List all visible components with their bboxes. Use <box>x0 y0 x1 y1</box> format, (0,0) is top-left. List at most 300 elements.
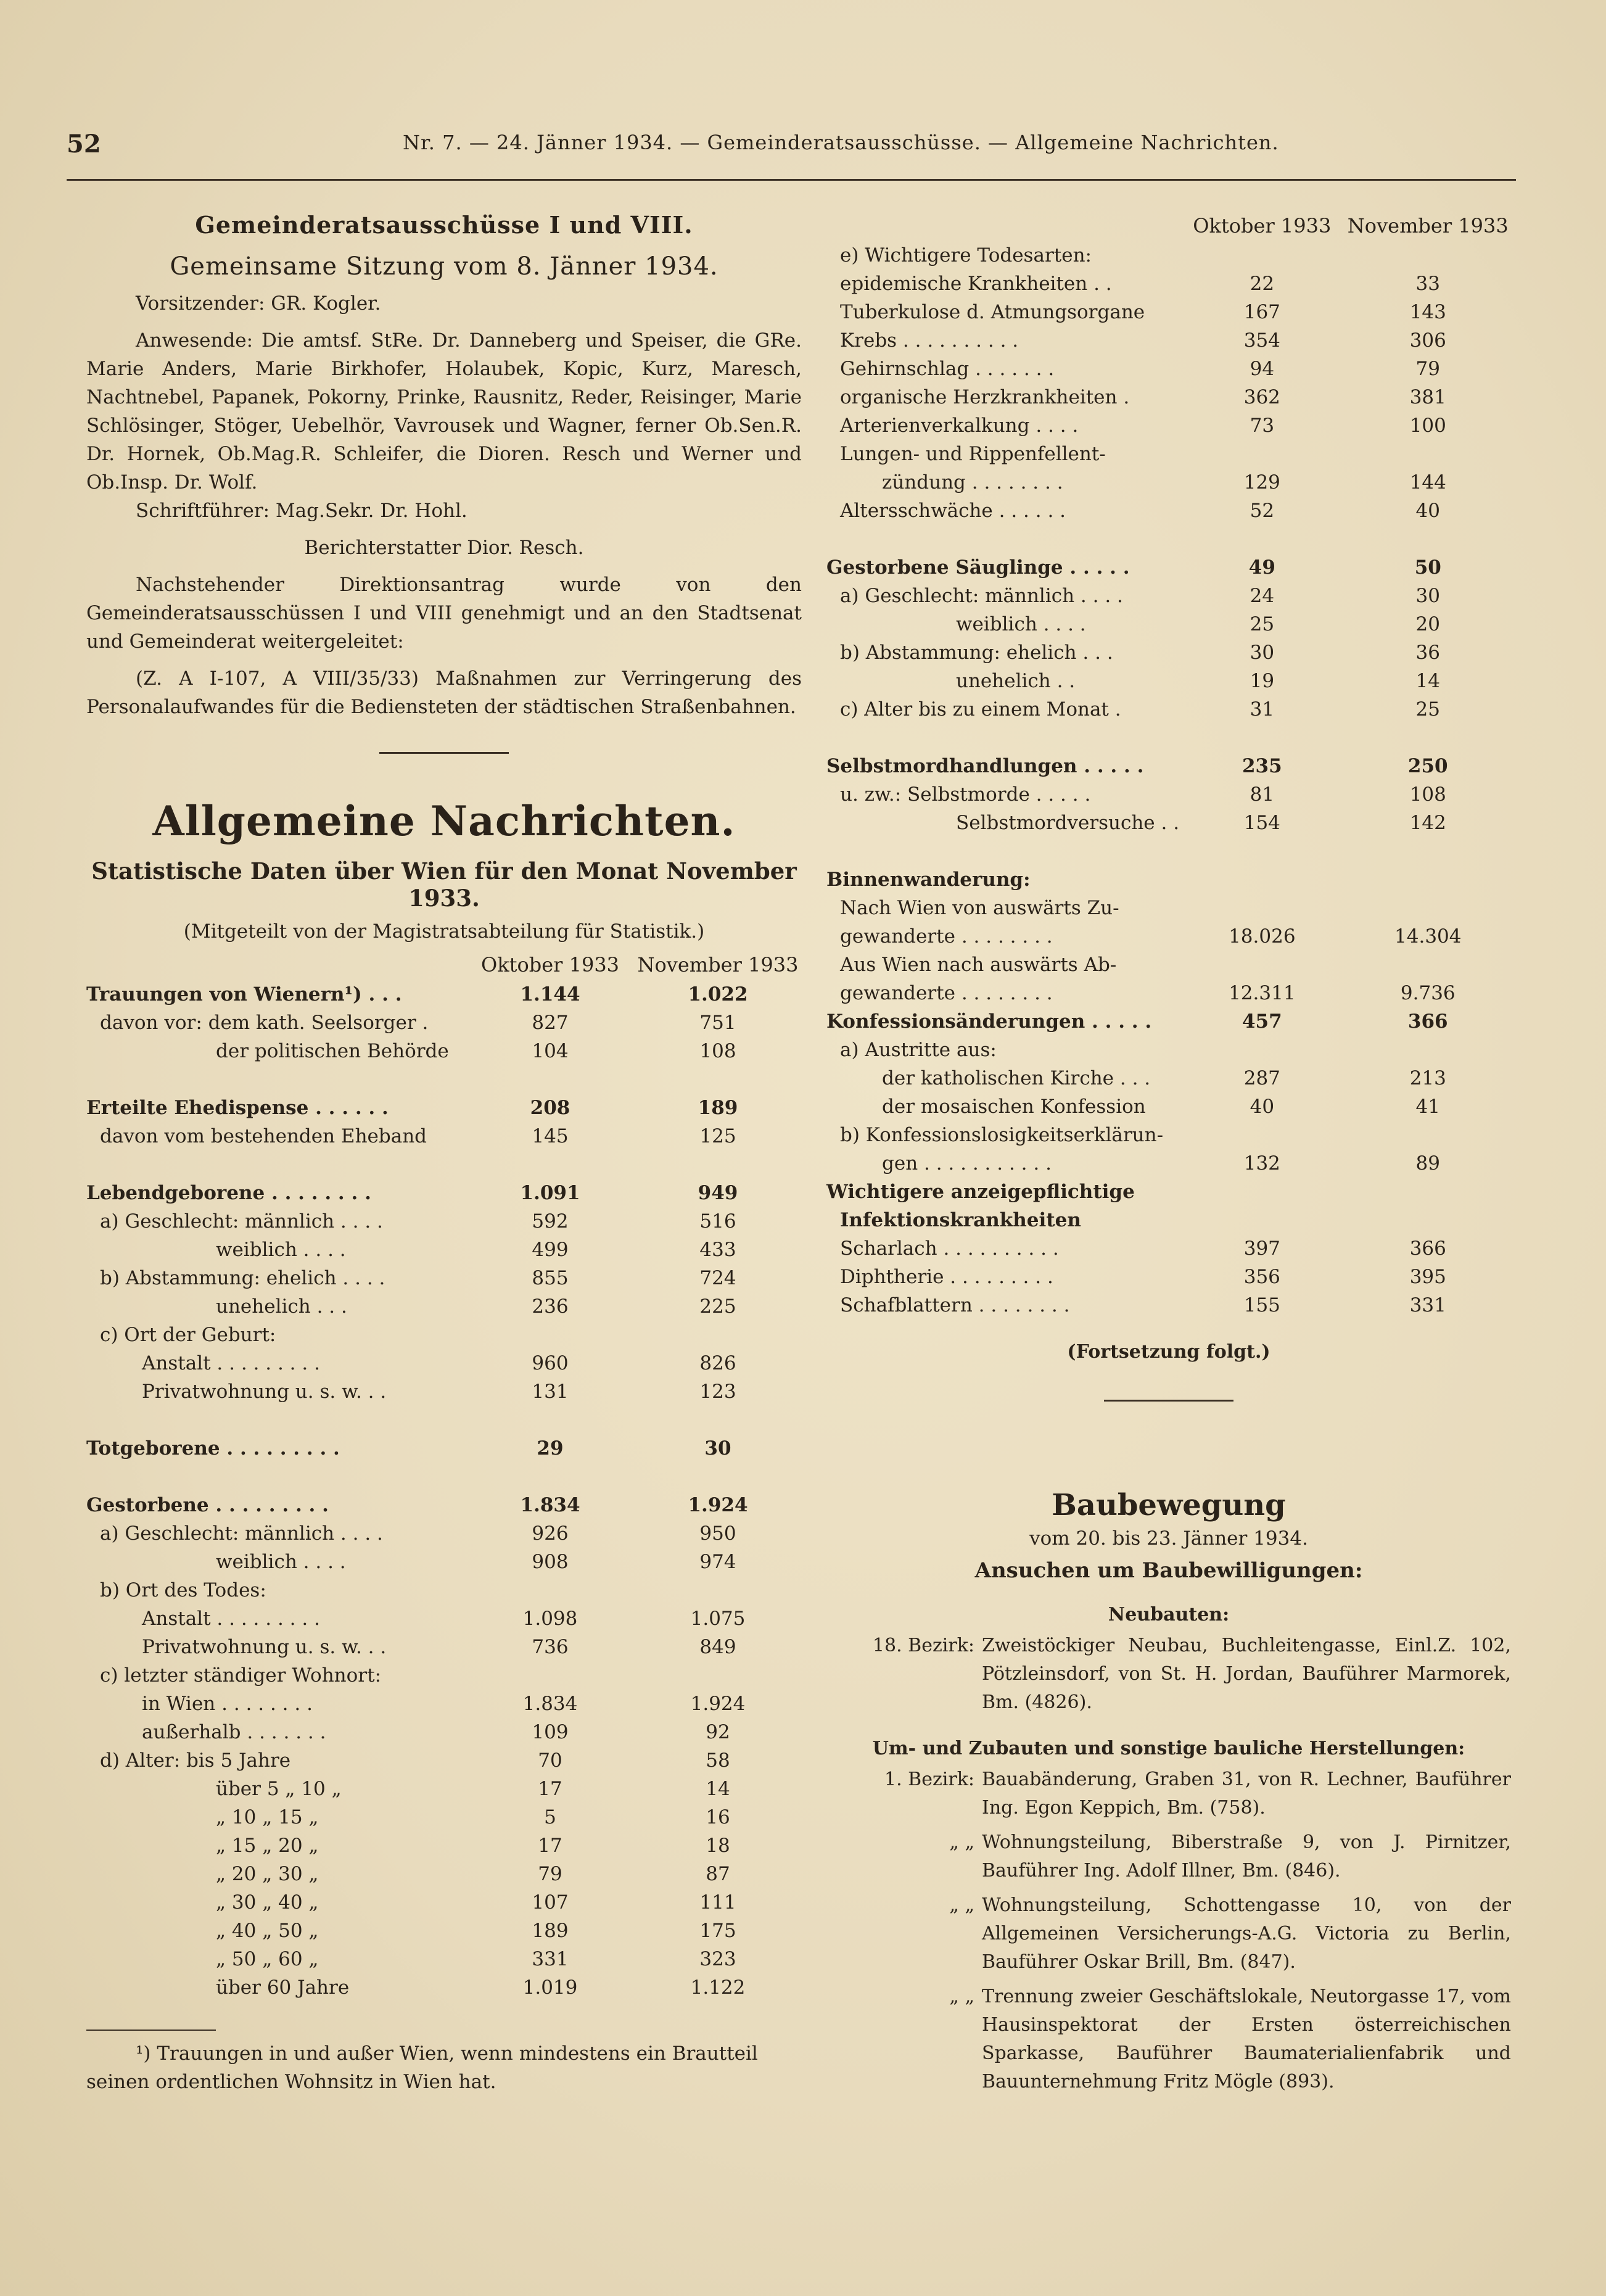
value-november: 751 <box>699 1012 736 1034</box>
row-label: a) Geschlecht: männlich . . . . <box>100 1210 383 1233</box>
value-october: 1.091 <box>520 1182 580 1204</box>
row-label: c) letzter ständiger Wohnort: <box>100 1664 382 1687</box>
bau-district: „ „ <box>949 1986 974 2007</box>
bau-entry <box>826 1765 1511 1822</box>
value-october: 1.019 <box>522 1976 578 1999</box>
value-november: 36 <box>1415 642 1440 664</box>
table-row <box>826 465 1511 493</box>
row-label: Arterienverkalkung . . . . <box>840 415 1079 437</box>
value-october: 17 <box>538 1835 562 1857</box>
table-row <box>826 919 1511 948</box>
left-column <box>86 204 802 2096</box>
value-october: 81 <box>1250 783 1275 806</box>
row-label: gewanderte . . . . . . . . <box>840 925 1053 948</box>
section-divider <box>379 752 509 754</box>
value-november: 25 <box>1415 698 1440 721</box>
value-november: 849 <box>699 1636 736 1658</box>
value-november: 125 <box>699 1125 736 1147</box>
row-label: c) Alter bis zu einem Monat . <box>840 698 1121 721</box>
value-november: 974 <box>699 1551 736 1573</box>
value-november: 366 <box>1409 1237 1446 1260</box>
col-header-october: Oktober 1933 <box>480 953 620 977</box>
table-row <box>826 579 1511 607</box>
value-november: 1.924 <box>690 1693 746 1715</box>
table-row <box>826 1288 1511 1316</box>
row-label: in Wien . . . . . . . . <box>142 1693 313 1715</box>
value-november <box>1345 1203 1511 1231</box>
row-label: der katholischen Kirche . . . <box>882 1067 1151 1089</box>
value-october: 129 <box>1243 471 1280 493</box>
row-label: d) Alter: bis 5 Jahre <box>100 1749 291 1772</box>
row-label: über 5 „ 10 „ <box>216 1778 342 1800</box>
table-row <box>86 1289 802 1318</box>
value-november: 366 <box>1407 1010 1448 1033</box>
bau-district: „ „ <box>949 1831 974 1853</box>
table-row <box>826 1175 1511 1203</box>
value-november: 433 <box>699 1239 736 1261</box>
row-label: unehelich . . . <box>216 1295 347 1318</box>
row-label: Lebendgeborene . . . . . . . . <box>86 1182 371 1204</box>
value-october: 236 <box>532 1295 569 1318</box>
table-row <box>86 1885 802 1914</box>
continued-rule <box>1104 1400 1233 1402</box>
value-october: 107 <box>532 1891 569 1914</box>
row-label: Diphtherie . . . . . . . . . <box>840 1266 1053 1288</box>
value-november: 41 <box>1415 1096 1440 1118</box>
row-label: c) Ort der Geburt: <box>100 1324 276 1346</box>
row-label: Schafblattern . . . . . . . . <box>840 1294 1070 1316</box>
value-november: 14 <box>706 1778 730 1800</box>
col-header-november-right: November 1933 <box>1347 214 1509 237</box>
meeting-para1: Nachstehender Direktionsantrag wurde von den Gemeinderatsausschüssen I und VIII genehmigt und an den Stadtsenat und Gemeinderat weitergeleitet: <box>86 574 802 653</box>
value-october: 25 <box>1250 613 1275 635</box>
value-october: 73 <box>1250 415 1275 437</box>
value-october: 362 <box>1243 386 1280 408</box>
row-label: b) Abstammung: ehelich . . . <box>840 642 1113 664</box>
table-row <box>86 1431 802 1460</box>
value-october: 94 <box>1250 358 1275 380</box>
table-row <box>86 1914 802 1942</box>
table-row <box>826 1061 1511 1089</box>
value-november: 225 <box>699 1295 736 1318</box>
footnote-rule <box>86 2030 216 2031</box>
table-row <box>86 1601 802 1630</box>
meeting-subtitle: Gemeinsame Sitzung vom 8. Jänner 1934. <box>170 252 719 281</box>
row-label: Privatwohnung u. s. w. . . <box>142 1381 387 1403</box>
value-october: 31 <box>1250 698 1275 721</box>
value-november: 40 <box>1415 500 1440 522</box>
value-october <box>1179 238 1345 266</box>
value-october: 19 <box>1250 670 1275 692</box>
table-row <box>86 1800 802 1828</box>
value-november: 516 <box>699 1210 736 1233</box>
row-label: Gehirnschlag . . . . . . . <box>840 358 1055 380</box>
value-october <box>1179 891 1345 919</box>
col-header-november: November 1933 <box>637 953 799 977</box>
row-label: Anstalt . . . . . . . . . <box>142 1608 320 1630</box>
value-november: 189 <box>698 1097 738 1119</box>
value-october: 855 <box>532 1267 569 1289</box>
value-october <box>466 1658 634 1687</box>
row-label: außerhalb . . . . . . . <box>142 1721 326 1743</box>
row-label: Lungen- und Rippenfellent- <box>840 443 1106 465</box>
row-label: Privatwohnung u. s. w. . . <box>142 1636 387 1658</box>
row-label: a) Austritte aus: <box>840 1039 997 1061</box>
table-row <box>86 1573 802 1601</box>
value-october: 29 <box>537 1437 564 1460</box>
bau-title: Baubewegung <box>1052 1488 1286 1522</box>
value-october: 397 <box>1243 1237 1280 1260</box>
value-november: 142 <box>1409 812 1446 834</box>
table-row <box>826 238 1511 266</box>
value-november: 331 <box>1409 1294 1446 1316</box>
continued-note: (Fortsetzung folgt.) <box>1067 1341 1270 1363</box>
table-row <box>86 1687 802 1715</box>
value-november: 1.022 <box>688 983 748 1006</box>
row-label: Selbstmordversuche . . <box>956 812 1180 834</box>
row-label: Totgeborene . . . . . . . . . <box>86 1437 340 1460</box>
value-october: 132 <box>1243 1152 1280 1175</box>
value-october: 926 <box>532 1522 569 1545</box>
bau-entry <box>826 1891 1511 1976</box>
running-title: Nr. 7. — 24. Jänner 1934. — Gemeinderatsausschüsse. — Allgemeine Nachrichten. <box>403 131 1279 154</box>
value-october: 24 <box>1250 585 1275 607</box>
meeting-present: Anwesende: Die amtsf. StRe. Dr. Danneberg und Speiser, die GRe. Marie Anders, Marie Birkhofer, Holaubek, Kopic, Kurz, Maresch, Nachtnebel, Papanek, Pokorny, Prinke, Rausnitz, Reder, Reisinger, Marie Schlösinger, Stöger, Uebelhör, Vavrousek und Wagner, ferner Ob.Sen.R. Dr. Hornek, Ob.Mag.R. Schleifer, die Dioren. Resch und Werner und Ob.Insp. Dr. Wolf. <box>86 329 802 493</box>
value-november: 108 <box>699 1040 736 1062</box>
row-label: „ 30 „ 40 „ <box>216 1891 319 1914</box>
value-november: 89 <box>1415 1152 1440 1175</box>
table-row <box>826 664 1511 692</box>
table-row <box>826 862 1511 891</box>
bau-text: Zweistöckiger Neubau, Buchleitengasse, Einl.Z. 102, Pötzleinsdorf, von St. H. Jordan, Bauführer Marmorek, Bm. (4826). <box>982 1635 1511 1713</box>
table-row <box>86 1630 802 1658</box>
value-november: 50 <box>1414 556 1441 579</box>
value-november: 92 <box>706 1721 730 1743</box>
value-october <box>466 1573 634 1601</box>
row-label: Infektionskrankheiten <box>840 1209 1081 1231</box>
table-row <box>86 1091 802 1119</box>
value-october: 49 <box>1248 556 1275 579</box>
table-row <box>826 749 1511 777</box>
value-october: 5 <box>544 1806 556 1828</box>
table-spacer <box>826 834 1511 862</box>
row-label: b) Abstammung: ehelich . . . . <box>100 1267 385 1289</box>
table-row <box>86 1658 802 1687</box>
row-label: „ 10 „ 15 „ <box>216 1806 319 1828</box>
umbauten-list <box>826 1765 1511 2096</box>
value-november: 123 <box>699 1381 736 1403</box>
table-row <box>86 1176 802 1204</box>
table-row <box>826 777 1511 806</box>
value-october: 104 <box>532 1040 569 1062</box>
value-november: 1.075 <box>690 1608 746 1630</box>
row-label: der politischen Behörde <box>216 1040 449 1062</box>
value-october: 457 <box>1242 1010 1282 1033</box>
value-october: 155 <box>1243 1294 1280 1316</box>
row-label: „ 40 „ 50 „ <box>216 1920 319 1942</box>
value-november <box>1345 1118 1511 1146</box>
value-october: 1.144 <box>520 983 580 1006</box>
value-october <box>1179 948 1345 976</box>
row-label: Wichtigere anzeigepflichtige <box>826 1181 1135 1203</box>
value-november: 79 <box>1415 358 1440 380</box>
value-october: 40 <box>1250 1096 1275 1118</box>
value-october: 499 <box>532 1239 569 1261</box>
bau-text: Wohnungsteilung, Biberstraße 9, von J. Pirnitzer, Bauführer Ing. Adolf Illner, Bm. (846). <box>982 1831 1511 1881</box>
table-row <box>86 1970 802 1999</box>
bau-entry <box>826 1632 1511 1717</box>
value-october: 356 <box>1243 1266 1280 1288</box>
table-row <box>86 1261 802 1289</box>
value-october: 22 <box>1250 273 1275 295</box>
row-label: Gestorbene . . . . . . . . . <box>86 1494 329 1516</box>
value-october: 208 <box>530 1097 570 1119</box>
value-november: 395 <box>1409 1266 1446 1288</box>
table-row <box>826 550 1511 579</box>
value-october: 235 <box>1242 755 1282 777</box>
value-november: 144 <box>1409 471 1446 493</box>
table-row <box>826 1118 1511 1146</box>
value-october: 736 <box>532 1636 569 1658</box>
row-label: unehelich . . <box>956 670 1076 692</box>
bau-text: Wohnungsteilung, Schottengasse 10, von der Allgemeinen Versicherungs-A.G. Victoria zu Berlin, Bauführer Oskar Brill, Bm. (847). <box>982 1894 1511 1973</box>
value-november: 306 <box>1409 329 1446 352</box>
row-label: Krebs . . . . . . . . . . <box>840 329 1019 352</box>
value-november: 950 <box>699 1522 736 1545</box>
table-row <box>826 295 1511 323</box>
value-november <box>1345 437 1511 465</box>
value-october: 827 <box>532 1012 569 1034</box>
bau-district: 1. Bezirk: <box>884 1769 974 1790</box>
row-label: davon vom bestehenden Eheband <box>100 1125 427 1147</box>
row-label: b) Konfessionslosigkeitserklärun- <box>840 1124 1164 1146</box>
row-label: „ 50 „ 60 „ <box>216 1948 319 1970</box>
value-october: 1.834 <box>520 1494 580 1516</box>
value-november: 108 <box>1409 783 1446 806</box>
table-row <box>826 948 1511 976</box>
table-row <box>826 352 1511 380</box>
value-november: 1.924 <box>688 1494 748 1516</box>
meeting-chair: Vorsitzender: GR. Kogler. <box>136 292 381 315</box>
row-label: organische Herzkrankheiten . <box>840 386 1130 408</box>
row-label: Gestorbene Säuglinge . . . . . <box>826 556 1130 579</box>
value-october: 131 <box>532 1381 569 1403</box>
row-label: Altersschwäche . . . . . . <box>840 500 1066 522</box>
value-november: 949 <box>698 1182 738 1204</box>
table-spacer <box>826 721 1511 749</box>
bau-entry <box>826 1828 1511 1885</box>
table-row <box>86 1942 802 1970</box>
row-label: weiblich . . . . <box>216 1239 346 1261</box>
bau-date: vom 20. bis 23. Jänner 1934. <box>1029 1527 1308 1550</box>
value-october: 12.311 <box>1229 982 1296 1004</box>
value-october: 70 <box>538 1749 562 1772</box>
value-october: 908 <box>532 1551 569 1573</box>
table-row <box>826 976 1511 1004</box>
baubewegung-section <box>826 1488 1511 2096</box>
value-november: 250 <box>1407 755 1448 777</box>
row-label: gen . . . . . . . . . . . <box>882 1152 1052 1175</box>
table-row <box>86 1034 802 1062</box>
news-title: Allgemeine Nachrichten. <box>152 797 736 845</box>
table-row <box>86 1715 802 1743</box>
table-row <box>86 1318 802 1346</box>
table-row <box>86 1516 802 1545</box>
table-row <box>826 493 1511 522</box>
meeting-para2: (Z. A I-107, A VIII/35/33) Maßnahmen zur Verringerung des Personalaufwandes für die Bediensteten der städtischen Straßenbahnen. <box>86 667 802 718</box>
value-october: 145 <box>532 1125 569 1147</box>
table-spacer <box>86 1062 802 1091</box>
value-october: 1.098 <box>522 1608 578 1630</box>
umbauten-heading: Um- und Zubauten und sonstige bauliche Herstellungen: <box>872 1738 1465 1759</box>
value-october: 167 <box>1243 301 1280 323</box>
page-header <box>67 123 1516 167</box>
table-row <box>826 1146 1511 1175</box>
bau-entry <box>826 1983 1511 2096</box>
table-row <box>86 1233 802 1261</box>
value-november: 30 <box>1415 585 1440 607</box>
bau-text: Trennung zweier Geschäftslokale, Neutorgasse 17, vom Hausinspektorat der Ersten österreichischen Sparkasse, Bauführer Baumaterialienfabrik und Bauunternehmung Fritz Mögle (893). <box>982 1986 1511 2092</box>
row-label: weiblich . . . . <box>956 613 1086 635</box>
meeting-secretary: Schriftführer: Mag.Sekr. Dr. Hohl. <box>136 500 467 522</box>
header-rule <box>67 179 1516 181</box>
value-november <box>1345 891 1511 919</box>
table-row <box>826 1260 1511 1288</box>
table-row <box>826 607 1511 635</box>
value-october: 18.026 <box>1229 925 1296 948</box>
table-row <box>826 323 1511 352</box>
value-november: 724 <box>699 1267 736 1289</box>
meeting-title: Gemeinderatsausschüsse I und VIII. <box>195 211 693 239</box>
neubauten-list <box>826 1632 1511 1717</box>
table-row <box>86 1488 802 1516</box>
value-november <box>1345 862 1511 891</box>
row-label: Konfessionsänderungen . . . . . <box>826 1010 1152 1033</box>
table-row <box>86 1204 802 1233</box>
value-october: 354 <box>1243 329 1280 352</box>
row-label: Selbstmordhandlungen . . . . . <box>826 755 1144 777</box>
stat-table-left <box>86 943 802 1999</box>
table-row <box>826 380 1511 408</box>
value-november: 87 <box>706 1863 730 1885</box>
bau-district: „ „ <box>949 1894 974 1916</box>
value-november <box>1345 1175 1511 1203</box>
table-row <box>826 1231 1511 1260</box>
value-november: 16 <box>706 1806 730 1828</box>
table-row <box>86 1545 802 1573</box>
table-spacer <box>86 1147 802 1176</box>
value-november: 58 <box>706 1749 730 1772</box>
row-label: über 60 Jahre <box>216 1976 350 1999</box>
row-label: Trauungen von Wienern¹) . . . <box>86 983 402 1006</box>
value-november: 1.122 <box>690 1976 746 1999</box>
value-october: 287 <box>1243 1067 1280 1089</box>
value-november <box>634 1318 802 1346</box>
table-spacer <box>86 1403 802 1431</box>
value-october: 189 <box>532 1920 569 1942</box>
value-november: 826 <box>699 1352 736 1374</box>
row-label: Scharlach . . . . . . . . . . <box>840 1237 1059 1260</box>
row-label: e) Wichtigere Todesarten: <box>840 244 1092 266</box>
value-november <box>1345 1033 1511 1061</box>
row-label: „ 15 „ 20 „ <box>216 1835 319 1857</box>
row-label: Binnenwanderung: <box>826 869 1031 891</box>
bau-district: 18. Bezirk: <box>872 1635 974 1656</box>
value-october <box>1179 1175 1345 1203</box>
table-spacer <box>86 1460 802 1488</box>
row-label: Nach Wien von auswärts Zu- <box>840 897 1119 919</box>
table-spacer <box>826 522 1511 550</box>
value-november: 9.736 <box>1400 982 1456 1004</box>
value-october: 154 <box>1243 812 1280 834</box>
row-label: b) Ort des Todes: <box>100 1579 266 1601</box>
table-row <box>826 1203 1511 1231</box>
table-row <box>86 1743 802 1772</box>
value-november: 30 <box>704 1437 731 1460</box>
table-row <box>86 1006 802 1034</box>
bau-subtitle: Ansuchen um Baubewilligungen: <box>974 1558 1363 1583</box>
value-october: 1.834 <box>522 1693 578 1715</box>
table-row <box>826 408 1511 437</box>
table-row <box>826 266 1511 295</box>
row-label: der mosaischen Konfession <box>882 1096 1146 1118</box>
table-row <box>86 1346 802 1374</box>
neubauten-heading: Neubauten: <box>1108 1604 1230 1625</box>
value-november <box>634 1658 802 1687</box>
value-november <box>1345 948 1511 976</box>
footnote: ¹) Trauungen in und außer Wien, wenn mindestens ein Brautteil seinen ordentlichen Wohnsitz in Wien hat. <box>86 2042 758 2093</box>
table-row <box>826 806 1511 834</box>
value-october: 960 <box>532 1352 569 1374</box>
value-october: 331 <box>532 1948 569 1970</box>
table-row <box>86 977 802 1006</box>
value-october: 79 <box>538 1863 562 1885</box>
row-label: a) Geschlecht: männlich . . . . <box>840 585 1123 607</box>
value-november <box>1345 238 1511 266</box>
row-label: Aus Wien nach auswärts Ab- <box>840 954 1117 976</box>
value-november: 381 <box>1409 386 1446 408</box>
row-label: Anstalt . . . . . . . . . <box>142 1352 320 1374</box>
table-row <box>826 437 1511 465</box>
table-row <box>86 1772 802 1800</box>
row-label: gewanderte . . . . . . . . <box>840 982 1053 1004</box>
table-row <box>86 1119 802 1147</box>
value-october <box>466 1318 634 1346</box>
value-october <box>1179 862 1345 891</box>
value-november: 33 <box>1415 273 1440 295</box>
row-label: epidemische Krankheiten . . <box>840 273 1112 295</box>
table-row <box>86 1857 802 1885</box>
value-november: 20 <box>1415 613 1440 635</box>
right-column <box>826 204 1511 2096</box>
table-row <box>826 891 1511 919</box>
value-october: 30 <box>1250 642 1275 664</box>
row-label: Tuberkulose d. Atmungsorgane <box>840 301 1145 323</box>
stat-title: Statistische Daten über Wien für den Monat November 1933. <box>91 857 797 912</box>
bau-text: Bauabänderung, Graben 31, von R. Lechner, Bauführer Ing. Egon Keppich, Bm. (758). <box>982 1769 1511 1819</box>
table-row <box>826 1089 1511 1118</box>
value-october <box>1179 1203 1345 1231</box>
value-november: 323 <box>699 1948 736 1970</box>
value-november: 175 <box>699 1920 736 1942</box>
row-label: davon vor: dem kath. Seelsorger . <box>100 1012 429 1034</box>
stat-source: (Mitgeteilt von der Magistratsabteilung für Statistik.) <box>183 920 705 943</box>
value-november: 111 <box>699 1891 736 1914</box>
value-november: 213 <box>1409 1067 1446 1089</box>
value-october <box>1179 1033 1345 1061</box>
value-october <box>1179 437 1345 465</box>
meeting-rapporteur: Berichterstatter Dior. Resch. <box>304 537 584 559</box>
